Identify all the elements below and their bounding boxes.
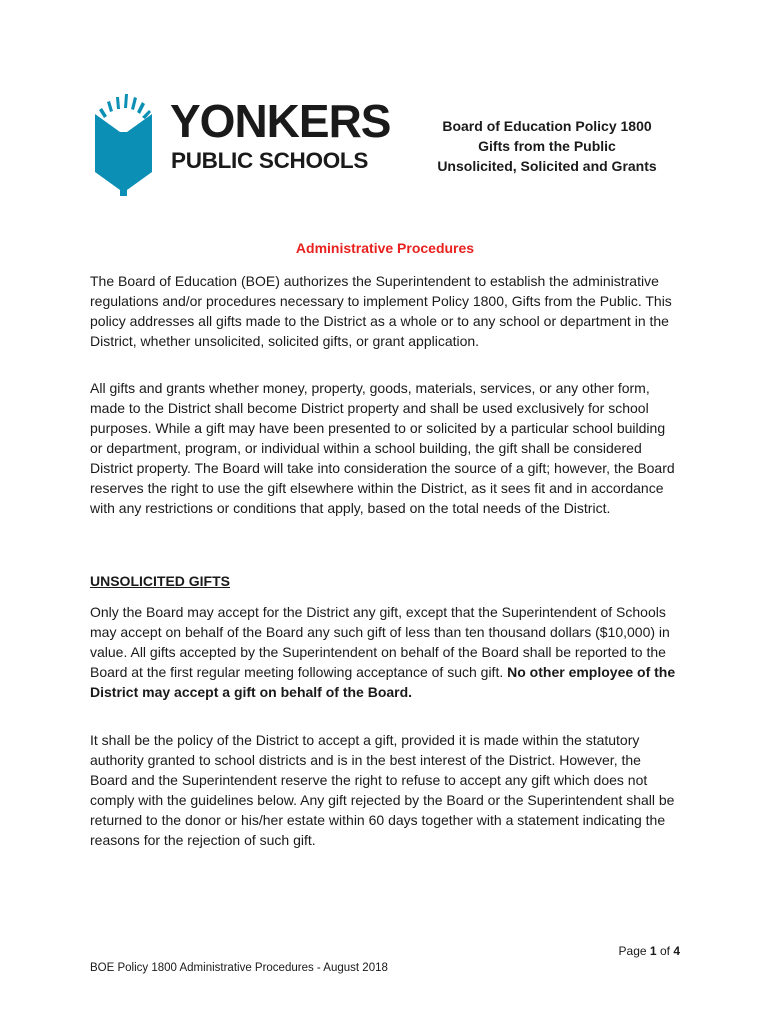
paragraph-text xyxy=(90,602,680,702)
yonkers-logo xyxy=(90,92,390,196)
policy-subtitle: Unsolicited, Solicited and Grants xyxy=(437,158,657,174)
book-logo-icon xyxy=(90,92,170,196)
paragraph-policy-accept xyxy=(90,730,680,850)
policy-number: Board of Education Policy 1800 xyxy=(442,118,652,134)
paragraph-text: All gifts and grants whether money, property, goods, materials, services, or any other form, made to the District shall become District property and shall be used exclusively for school purposes. While a gift may have been presented to or solicited by a particular school building or department, program, or individual within a school building, the gift shall be considered District property. The Board will take into consideration the source of a gift; however, the Board reserves the right to use the gift elsewhere within the District, as it sees fit and in accordance with any restrictions or conditions that apply, based on the total needs of the District. xyxy=(90,380,675,516)
logo-word-public-schools: PUBLIC SCHOOLS xyxy=(171,148,369,173)
logo-word-yonkers: YONKERS xyxy=(170,95,391,147)
section-title: Administrative Procedures xyxy=(295,240,475,256)
paragraph-text: It shall be the policy of the District to accept a gift, provided it is made within the statutory authority granted to school districts and is in the best interest of the District. However, the Board and the Superintendent reserve the right to refuse to accept any gift which does not comply with the guidelines below. Any gift rejected by the Board or the Superintendent shall be returned to the donor or his/her estate within 60 days together with a statement indicating the reasons for the rejection of such gift. xyxy=(90,732,675,848)
paragraph-gifts-property xyxy=(90,378,680,518)
policy-header xyxy=(402,116,692,176)
paragraph-intro xyxy=(90,271,680,351)
page-of: of xyxy=(659,944,670,958)
paragraph-bold-text: No other employee of the District may accept a gift on behalf of the Board. xyxy=(90,664,676,700)
paragraph-board-accept xyxy=(90,602,680,702)
page-label: Page xyxy=(618,944,647,958)
page-total: 4 xyxy=(673,944,680,958)
page-number xyxy=(619,944,680,958)
unsolicited-gifts-heading: UNSOLICITED GIFTS xyxy=(90,573,230,589)
page-current: 1 xyxy=(649,944,657,958)
paragraph-text: The Board of Education (BOE) authorizes the Superintendent to establish the administrative regulations and/or procedures necessary to implement Policy 1800, Gifts from the Public. This policy addresses all gifts made to the District as a whole or to any school or department in the District, whether unsolicited, solicited gifts, or grant application. xyxy=(90,273,672,349)
footer-text: BOE Policy 1800 Administrative Procedures - August 2018 xyxy=(90,962,388,974)
policy-title: Gifts from the Public xyxy=(478,138,616,154)
paragraph-normal-text: Only the Board may accept for the District any gift, except that the Superintendent of Schools may accept on behalf of the Board any such gift of less than ten thousand dollars ($10,000) in value. All gifts accepted by the Superintendent on behalf of the Board shall be reported to the Board at the first regular meeting following acceptance of such gift. xyxy=(90,604,670,680)
